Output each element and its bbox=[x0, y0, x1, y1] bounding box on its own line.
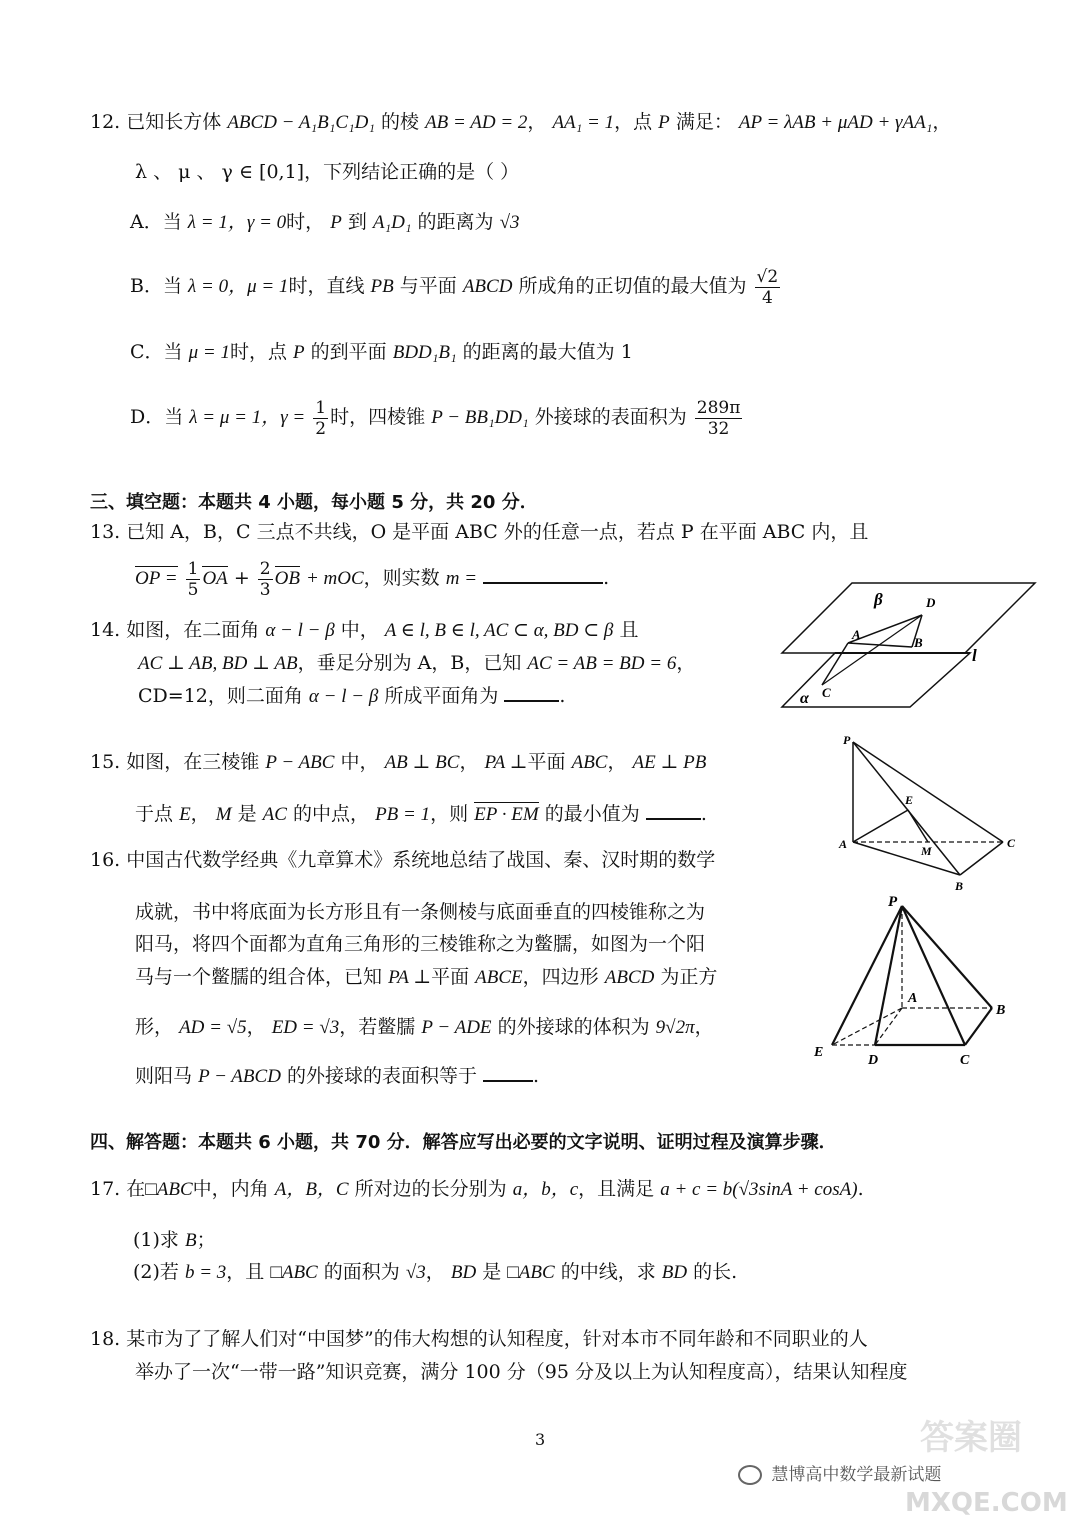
option-label: B．当 bbox=[130, 275, 182, 297]
denominator: 4 bbox=[761, 287, 773, 308]
q14-text: 中， bbox=[340, 619, 379, 641]
denominator: 5 bbox=[187, 579, 199, 600]
q16-line6: 则阳马 P − ABCD 的外接球的表面积等于 . bbox=[135, 1065, 540, 1087]
q13-vector: OP = bbox=[135, 568, 178, 589]
numerator: 1 bbox=[187, 558, 199, 579]
q17-part1 bbox=[133, 1228, 216, 1253]
option-line: A₁D₁ bbox=[372, 212, 412, 233]
q13-fraction bbox=[258, 559, 273, 600]
option-fraction bbox=[313, 398, 328, 439]
q17-part2 bbox=[133, 1260, 737, 1285]
numerator: 2 bbox=[259, 558, 271, 579]
q16-math: P − ADE bbox=[421, 1017, 492, 1038]
q12-text: ，点 bbox=[614, 111, 653, 133]
q12-option-c bbox=[130, 340, 633, 365]
label-p: P bbox=[888, 894, 898, 910]
label-m: M bbox=[921, 844, 932, 858]
watermark-logo: 答案圈 bbox=[920, 1418, 1022, 1458]
option-text: 的距离为 bbox=[417, 211, 494, 233]
q17-text: ， bbox=[425, 1261, 445, 1283]
q16-text: ，若鳖臑 bbox=[339, 1016, 416, 1038]
q17-math: □ABC bbox=[145, 1179, 193, 1200]
q15-text: 的最小值为 bbox=[544, 803, 640, 825]
option-label: D．当 bbox=[130, 406, 184, 428]
q12-body: ABCD − A₁B₁C₁D₁ bbox=[227, 112, 375, 133]
q12-line1: 12. 已知长方体 ABCD − A₁B₁C₁D₁ 的棱 AB = AD = 2， AA₁ = 1，点 P 满足： AP = λAB + μAD + γAA₁， bbox=[90, 111, 952, 133]
q16-math: P − ABCD bbox=[198, 1066, 281, 1087]
label-alpha: α bbox=[800, 690, 809, 707]
q17-number: 17. bbox=[90, 1178, 121, 1200]
label-a: A bbox=[852, 627, 861, 642]
edge-pc bbox=[853, 742, 1003, 842]
label-a: A bbox=[908, 991, 918, 1006]
q15-math: P − ABC bbox=[265, 752, 335, 773]
q17-math: □ABC bbox=[270, 1262, 318, 1283]
q17-text: ，且满足 bbox=[578, 1178, 655, 1200]
q13-number: 13. bbox=[90, 521, 121, 543]
q15-math: AC bbox=[262, 804, 287, 825]
q18-text: 某市为了了解人们对“中国梦”的伟大构想的认知程度，针对本市不同年龄和不同职业的人 bbox=[126, 1328, 868, 1350]
option-text: 的距离的最大值为 1 bbox=[462, 341, 633, 363]
q12-number: 12. bbox=[90, 111, 121, 133]
q17-math: BD bbox=[661, 1262, 688, 1283]
q16-math: PA ⊥ bbox=[388, 967, 432, 988]
q17-math: a，b，c bbox=[512, 1179, 579, 1200]
q17-equation: a + c = b(√3sinA + cosA) bbox=[660, 1179, 858, 1200]
label-c: C bbox=[1007, 836, 1016, 850]
numerator: 1 bbox=[315, 397, 327, 418]
option-text: 到 bbox=[347, 211, 367, 233]
option-plane: BDD₁B₁ bbox=[392, 342, 457, 363]
q15-text: 是 bbox=[237, 803, 257, 825]
q16-math: AD = √5 bbox=[179, 1017, 247, 1038]
option-label: A．当 bbox=[130, 211, 182, 233]
q14-line2: AC ⊥ AB, BD ⊥ AB，垂足分别为 A，B，已知 AC = AB = BD = 6， bbox=[138, 652, 696, 674]
q15-text: 于点 bbox=[135, 803, 174, 825]
q16-text: ， bbox=[246, 1016, 266, 1038]
q17-text: ，且 bbox=[226, 1261, 265, 1283]
q17-line1: 17. 在□ABC中，内角 A，B，C 所对边的长分别为 a，b，c，且满足 a + c = b(√3sinA + cosA). bbox=[90, 1178, 864, 1200]
option-text: 时，点 bbox=[229, 341, 287, 363]
label-a: A bbox=[839, 837, 848, 851]
edge-pe bbox=[832, 906, 902, 1045]
q15-math: E bbox=[179, 804, 191, 825]
q16-text: 的外接球的体积为 bbox=[497, 1016, 650, 1038]
option-line: PB bbox=[370, 276, 394, 297]
q14-dihedral-figure bbox=[780, 575, 1040, 715]
option-text: 所成角的正切值的最大值为 bbox=[518, 275, 747, 297]
option-text: 时， bbox=[286, 211, 325, 233]
q14-text: ，垂足分别为 A，B，已知 bbox=[297, 652, 522, 674]
label-e: E bbox=[905, 793, 914, 807]
q15-text: ，则 bbox=[430, 803, 469, 825]
q14-text: CD=12，则二面角 bbox=[138, 685, 303, 707]
q13-text: 已知 A，B，C 三点不共线，O 是平面 ABC 外的任意一点，若点 P 在平面 ABC 内，且 bbox=[126, 521, 869, 543]
wechat-icon bbox=[738, 1465, 762, 1485]
section-4-heading: 四、解答题：本题共 6 小题，共 70 分．解答应写出必要的文字说明、证明过程及演算步骤． bbox=[90, 1132, 837, 1153]
q16-answer-blank[interactable] bbox=[483, 1064, 533, 1082]
denominator: 3 bbox=[259, 579, 271, 600]
option-text: 的到平面 bbox=[310, 341, 387, 363]
watermark-wechat bbox=[738, 1460, 941, 1485]
q17-math: □ABC bbox=[507, 1262, 555, 1283]
q18-line1 bbox=[90, 1327, 868, 1351]
option-plane: ABCD bbox=[462, 276, 513, 297]
q13-vector: OB bbox=[274, 568, 300, 589]
q12-text: 已知长方体 bbox=[126, 111, 222, 133]
segment-ac bbox=[822, 643, 848, 685]
q12-option-b bbox=[130, 264, 782, 309]
q12-formula: AP = λAB + μAD + γAA₁ bbox=[738, 112, 933, 133]
q15-line1: 15. 如图，在三棱锥 P − ABC 中， AB ⊥ BC， PA ⊥平面 ABC， AE ⊥ PB bbox=[90, 751, 707, 773]
q15-number: 15. bbox=[90, 751, 121, 773]
watermark-site: MXQE.COM bbox=[905, 1488, 1068, 1518]
q17-text: 的长. bbox=[693, 1261, 738, 1283]
label-beta: β bbox=[874, 590, 883, 609]
q14-answer-blank[interactable] bbox=[504, 684, 559, 702]
q17-text: 的中线，求 bbox=[560, 1261, 656, 1283]
q17-math: A，B，C bbox=[274, 1179, 349, 1200]
option-fraction bbox=[695, 398, 743, 439]
q12-option-d bbox=[130, 394, 744, 441]
q16-text: 的外接球的表面积等于 bbox=[286, 1065, 477, 1087]
q17-text: ； bbox=[196, 1229, 216, 1251]
option-body: P − BB₁DD₁ bbox=[431, 407, 529, 428]
q13-answer-blank[interactable] bbox=[483, 566, 603, 584]
q16-line5 bbox=[135, 1015, 714, 1040]
edge-bc bbox=[960, 842, 1003, 875]
q15-text: 中， bbox=[340, 751, 379, 773]
q17-math: BD bbox=[450, 1262, 477, 1283]
page-number: 3 bbox=[535, 1430, 546, 1449]
q15-math: EP · EM bbox=[474, 804, 539, 825]
edge-cb bbox=[965, 1008, 992, 1045]
q15-answer-blank[interactable] bbox=[646, 802, 701, 820]
denominator: 32 bbox=[707, 418, 730, 439]
q14-math: A ∈ l, B ∈ l, AC ⊂ α, BD ⊂ β bbox=[384, 620, 614, 641]
label-d: D bbox=[868, 1053, 879, 1068]
q15-math: M bbox=[215, 804, 232, 825]
edge-pb bbox=[853, 742, 960, 875]
segment-cd2 bbox=[822, 615, 922, 685]
q15-text: 平面 bbox=[527, 751, 566, 773]
q16-solid-figure bbox=[810, 890, 1015, 1075]
q18-number: 18. bbox=[90, 1328, 121, 1350]
q17-math: B bbox=[184, 1230, 197, 1251]
q14-line1 bbox=[90, 618, 638, 643]
q15-text: 的中点， bbox=[293, 803, 370, 825]
q12-aa1: AA₁ = 1 bbox=[552, 112, 615, 133]
q15-math: PA ⊥ bbox=[484, 752, 528, 773]
q14-math: AC = AB = BD = 6 bbox=[527, 653, 677, 674]
q16-text: 马与一个鳖臑的组合体，已知 bbox=[135, 966, 383, 988]
q15-math: ABC bbox=[571, 752, 608, 773]
label-p: P bbox=[843, 733, 851, 747]
q13-vector: OA bbox=[202, 568, 228, 589]
q17-text: (2)若 bbox=[133, 1261, 179, 1283]
q13-fraction bbox=[186, 559, 201, 600]
q15-math: AE ⊥ PB bbox=[632, 752, 707, 773]
edge-pd bbox=[875, 906, 902, 1045]
option-answer: √3 bbox=[499, 212, 520, 233]
q17-text: 中，内角 bbox=[192, 1178, 269, 1200]
watermark-wechat-text: 慧博高中数学最新试题 bbox=[771, 1465, 942, 1485]
q16-line2: 成就，书中将底面为长方形且有一条侧棱与底面垂直的四棱锥称之为 bbox=[135, 901, 706, 923]
label-e: E bbox=[814, 1045, 824, 1060]
option-text: 时，四棱锥 bbox=[330, 406, 426, 428]
label-c: C bbox=[960, 1053, 970, 1068]
q14-math: α − l − β bbox=[265, 620, 335, 641]
option-cond: μ = 1 bbox=[188, 342, 230, 363]
label-b: B bbox=[996, 1003, 1006, 1018]
q14-line3: CD=12，则二面角 α − l − β 所成平面角为 . bbox=[138, 685, 566, 707]
q16-math: ABCD bbox=[604, 967, 655, 988]
option-text: 时，直线 bbox=[288, 275, 365, 297]
option-text: 与平面 bbox=[399, 275, 457, 297]
denominator: 2 bbox=[315, 418, 327, 439]
q16-text: 中国古代数学经典《九章算术》系统地总结了战国、秦、汉时期的数学 bbox=[126, 849, 716, 871]
q12-text: 的棱 bbox=[381, 111, 420, 133]
q17-math: b = 3 bbox=[184, 1262, 227, 1283]
label-b: B bbox=[914, 635, 923, 650]
q16-line4 bbox=[135, 965, 717, 990]
q15-pyramid-figure bbox=[835, 730, 1030, 895]
plane-beta bbox=[782, 583, 1035, 653]
q18-line2: 举办了一次“一带一路”知识竞赛，满分 100 分（95 分及以上为认知程度高），结果认知程度 bbox=[135, 1361, 908, 1383]
q15-math: AB ⊥ BC bbox=[384, 752, 460, 773]
q15-text: ， bbox=[190, 803, 210, 825]
option-text: 外接球的表面积为 bbox=[534, 406, 687, 428]
option-cond: λ = μ = 1，γ = bbox=[189, 407, 306, 428]
q13-line2: OP = $\frac{1}{5}$ OA + $\frac{2}{3}$ OB + mOC，则实数 m = . bbox=[135, 558, 610, 600]
q13-vector: + mOC bbox=[305, 568, 364, 589]
q15-math: PB = 1 bbox=[375, 804, 431, 825]
q16-text: ，四边形 bbox=[522, 966, 599, 988]
edge-pc bbox=[902, 906, 965, 1045]
segment-em bbox=[908, 810, 928, 842]
q17-text: (1)求 bbox=[133, 1229, 179, 1251]
q16-line1 bbox=[90, 848, 715, 872]
q12-line2: λ 、 μ 、 γ ∈ [0,1]，下列结论正确的是（ ） bbox=[135, 161, 520, 183]
q14-text: 如图，在二面角 bbox=[126, 619, 260, 641]
q16-text: 平面 bbox=[431, 966, 470, 988]
q17-math: √3 bbox=[405, 1262, 426, 1283]
edge-ab bbox=[853, 842, 960, 875]
q13-var: m = bbox=[445, 568, 478, 589]
q14-math: AC ⊥ AB, BD ⊥ AB bbox=[138, 653, 298, 674]
label-c: C bbox=[822, 685, 831, 700]
q12-option-a bbox=[130, 210, 520, 235]
q16-text: 为正方 bbox=[660, 966, 718, 988]
label-d: D bbox=[926, 595, 936, 610]
q16-math: ED = √3 bbox=[271, 1017, 340, 1038]
numerator: √2 bbox=[756, 266, 779, 287]
q14-text: 且 bbox=[619, 619, 639, 641]
q12-text: 满足： bbox=[675, 111, 733, 133]
q16-number: 16. bbox=[90, 849, 121, 871]
numerator: 289π bbox=[696, 397, 741, 418]
option-point: P bbox=[330, 212, 342, 233]
section-3-heading: 三、填空题：本题共 4 小题，每小题 5 分，共 20 分． bbox=[90, 492, 538, 513]
q14-text: 所成平面角为 bbox=[384, 685, 499, 707]
q13-line1 bbox=[90, 520, 868, 544]
option-cond: λ = 1，γ = 0 bbox=[187, 212, 287, 233]
option-point: P bbox=[293, 342, 305, 363]
label-l: l bbox=[972, 646, 977, 665]
q16-math: ABCE bbox=[475, 967, 523, 988]
q17-text: 的面积为 bbox=[323, 1261, 400, 1283]
q16-math: 9√2π bbox=[655, 1017, 695, 1038]
segment-ae bbox=[853, 810, 908, 842]
q17-text: 在 bbox=[126, 1178, 146, 1200]
q14-number: 14. bbox=[90, 619, 121, 641]
q12-point: P bbox=[658, 112, 670, 133]
q14-math: α − l − β bbox=[308, 686, 379, 707]
q15-line2: 于点 E， M 是 AC 的中点， PB = 1，则 EP · EM 的最小值为 . bbox=[135, 803, 707, 825]
option-fraction bbox=[755, 267, 781, 308]
q13-text: ，则实数 bbox=[363, 567, 440, 589]
q16-text: ， bbox=[694, 1016, 714, 1038]
q16-text: 则阳马 bbox=[135, 1065, 193, 1087]
plane-alpha bbox=[782, 653, 970, 707]
q15-text: 如图，在三棱锥 bbox=[126, 751, 260, 773]
label-b: B bbox=[955, 879, 964, 893]
q16-text: 形， bbox=[135, 1016, 174, 1038]
q17-text: 是 bbox=[482, 1261, 502, 1283]
q12-edges: AB = AD = 2 bbox=[425, 112, 528, 133]
option-cond: λ = 0，μ = 1 bbox=[188, 276, 289, 297]
option-label: C．当 bbox=[130, 341, 183, 363]
q17-text: 所对边的长分别为 bbox=[354, 1178, 507, 1200]
q16-line3: 阳马，将四个面都为直角三角形的三棱锥称之为鳖臑，如图为一个阳 bbox=[135, 933, 706, 955]
q13-plus: + bbox=[233, 567, 250, 589]
